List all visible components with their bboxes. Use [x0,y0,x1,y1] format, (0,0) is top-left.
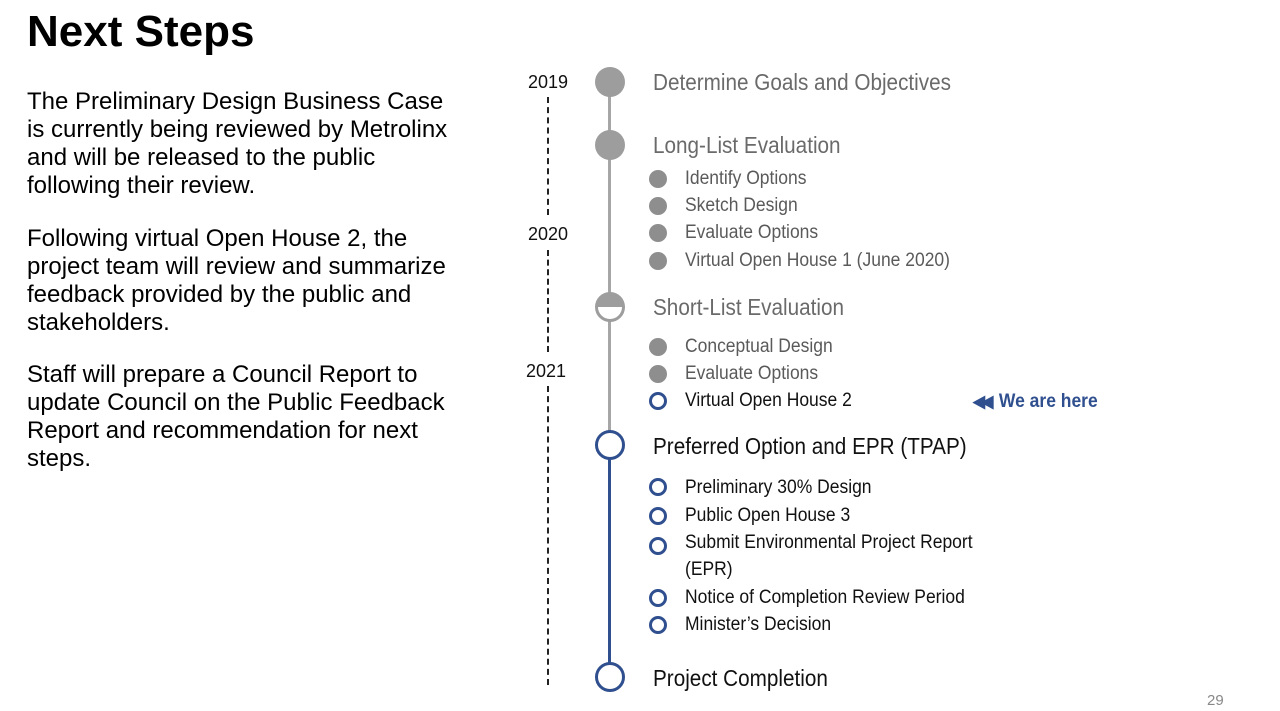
stage-label: Short-List Evaluation [653,294,845,320]
stage-node-complete [595,130,625,160]
list-item: Virtual Open House 2 [685,390,852,411]
item-bullet-complete [649,170,667,188]
item-bullet-upcoming [649,478,667,496]
year-dash-line [547,97,549,215]
item-bullet-upcoming [649,392,667,410]
stage-node-half-complete [595,292,625,322]
paragraph-council-report: Staff will prepare a Council Report to update Council on the Public Feedback Report and recommendation for next steps. [27,361,445,472]
paragraph-business-case: The Preliminary Design Business Case is currently being reviewed by Metrolinx and will be released to the public following their review. [27,88,448,199]
list-item: Sketch Design [685,195,798,216]
stage-label: Long-List Evaluation [653,132,841,158]
stage-node-complete [595,67,625,97]
year-dash-line [547,250,549,352]
item-bullet-upcoming [649,537,667,555]
stage-node-upcoming [595,430,625,460]
list-item: Minister’s Decision [685,614,832,635]
item-bullet-complete [649,197,667,215]
item-bullet-upcoming [649,589,667,607]
paragraph-open-house: Following virtual Open House 2, the project team will review and summarize feedback provided by the public and stakeholders. [27,225,446,336]
list-item: Evaluate Options [685,222,819,243]
list-item: Virtual Open House 1 (June 2020) [685,250,950,271]
list-item: Notice of Completion Review Period [685,587,965,608]
item-bullet-complete [649,365,667,383]
stage-label: Project Completion [653,665,828,691]
current-position-label: We are here [998,391,1098,412]
slide-title: Next Steps [27,7,255,56]
list-item: Identify Options [685,168,807,189]
stage-label: Determine Goals and Objectives [653,69,951,95]
year-2020: 2020 [528,224,569,244]
list-item: Public Open House 3 [685,505,851,526]
year-dash-line [547,386,549,685]
year-2019: 2019 [528,72,569,92]
list-item: Conceptual Design [685,336,833,357]
item-bullet-upcoming [649,507,667,525]
item-bullet-complete [649,252,667,270]
item-bullet-complete [649,224,667,242]
double-left-arrow-icon: ◀◀ [973,392,990,411]
page-number: 29 [1207,692,1224,709]
year-2021: 2021 [526,361,567,381]
stage-label: Preferred Option and EPR (TPAP) [653,433,967,459]
list-item: Evaluate Options [685,363,819,384]
current-position-marker [973,388,1098,415]
list-item: Preliminary 30% Design [685,477,872,498]
item-bullet-complete [649,338,667,356]
list-item: Submit Environmental Project Report (EPR) [685,532,973,580]
timeline-line-upcoming [608,445,611,677]
stage-node-upcoming [595,662,625,692]
item-bullet-upcoming [649,616,667,634]
